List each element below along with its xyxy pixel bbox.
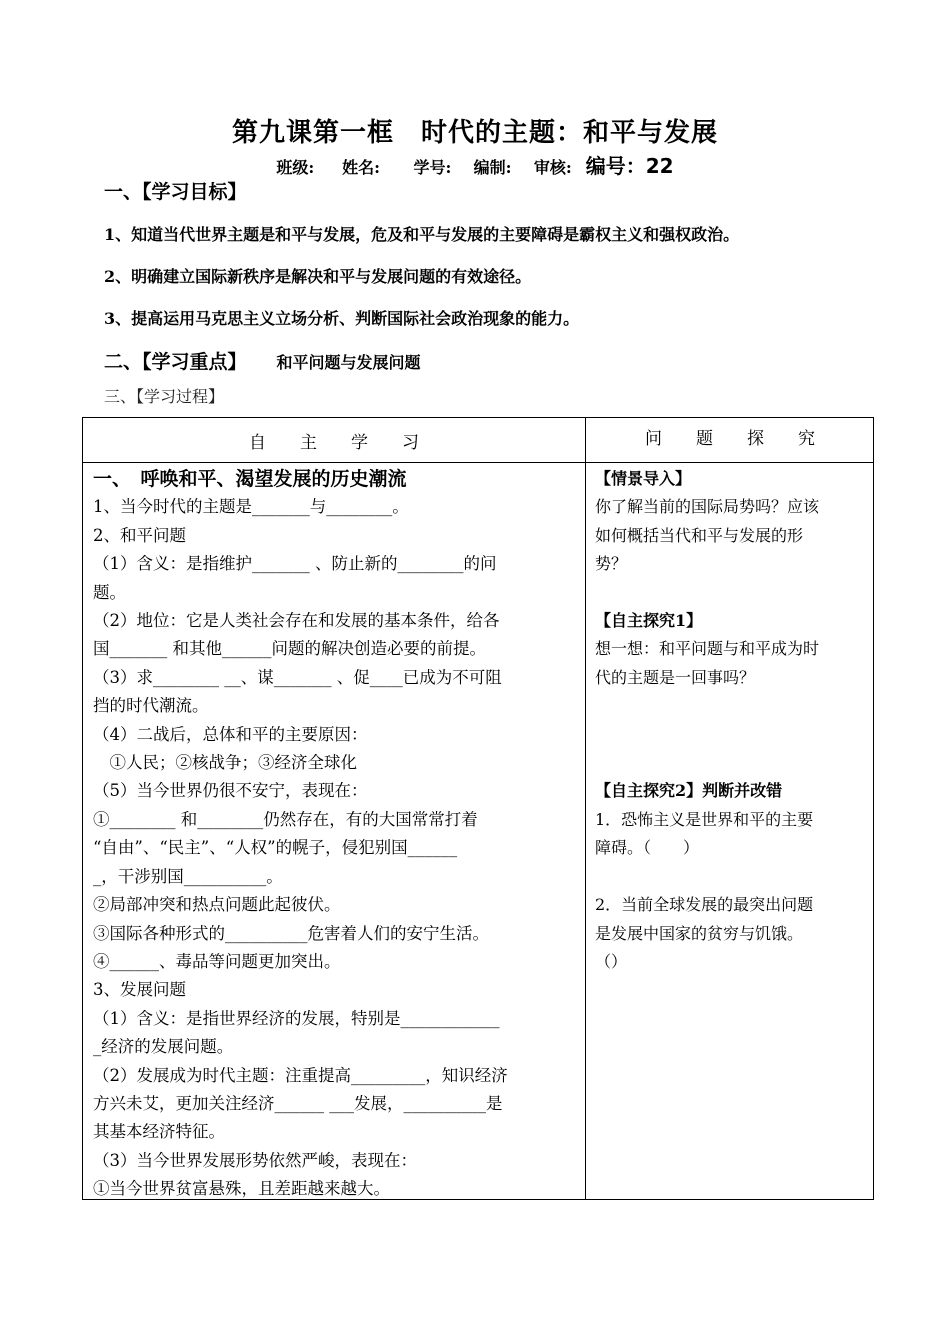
- study-table: [82, 417, 874, 1200]
- self-study-line: ①当今世界贫富悬殊，且差距越来越大。: [93, 1179, 390, 1199]
- self-study-line: _，干涉别国__________。: [93, 866, 283, 886]
- inquiry-line: [595, 579, 867, 607]
- section-focus-heading: 二、【学习重点】: [104, 351, 247, 373]
- self-study-line: 国_______ 和其他______问题的解决创造必要的前提。: [93, 639, 486, 659]
- inquiry-line: [595, 692, 867, 720]
- goal-3: 3、提高运用马克思主义立场分析、判断国际社会政治现象的能力。: [104, 309, 580, 328]
- inquiry-line: 你了解当前的国际局势吗？应该: [595, 497, 820, 517]
- section-process-heading: 三、【学习过程】: [104, 387, 225, 406]
- left-column-header: 自 主 学 习: [249, 433, 419, 453]
- info-line: [0, 150, 950, 179]
- inquiry-line: 代的主题是一回事吗？: [595, 667, 756, 687]
- inquiry-line: 【自主探究2】判断并改错: [595, 781, 783, 801]
- self-study-line: ③国际各种形式的__________危害着人们的安宁生活。: [93, 923, 489, 943]
- right-column-header: 问 题 探 究: [645, 429, 815, 449]
- inquiry-line: 如何概括当代和平与发展的形: [595, 525, 804, 545]
- self-study-line: （2）地位：它是人类社会存在和发展的基本条件，给各: [93, 611, 500, 631]
- inquiry-line: 2．当前全球发展的最突出问题: [595, 895, 814, 915]
- inquiry-line: 势？: [595, 554, 628, 574]
- self-study-line: ④______、毒品等问题更加突出。: [93, 951, 341, 971]
- section-goals-heading: 一、【学习目标】: [104, 181, 247, 203]
- inquiry-line: 是发展中国家的贫穷与饥饿。: [595, 923, 804, 943]
- self-study-line: 方兴未艾，更加关注经济______ ___发展，__________是: [93, 1093, 503, 1113]
- inquiry-line: 想一想：和平问题与和平成为时: [595, 639, 820, 659]
- self-study-line: ①人民；②核战争；③经济全球化: [93, 753, 357, 773]
- inquiry-line: 【自主探究1】: [595, 611, 703, 631]
- inquiry-line: 【情景导入】: [595, 469, 692, 488]
- self-study-line: ②局部冲突和热点问题此起彼伏。: [93, 895, 341, 915]
- inquiry-line: [595, 721, 867, 749]
- inquiry-line: 障碍。（ ）: [595, 838, 700, 858]
- inquiry-column: [595, 465, 867, 976]
- column-divider: [585, 418, 586, 1199]
- self-study-line: 1、当今时代的主题是_______与________。: [93, 497, 409, 517]
- info-fields: 班级: 姓名: 学号: 编制: 审核:: [276, 158, 572, 177]
- self-study-line: 一、 呼唤和平、渴望发展的历史潮流: [93, 468, 407, 490]
- self-study-line: （4）二战后，总体和平的主要原因：: [93, 724, 368, 744]
- self-study-line: 3、发展问题: [93, 980, 186, 1000]
- self-study-line: （3）当今世界发展形势依然严峻，表现在：: [93, 1150, 417, 1170]
- inquiry-line: [595, 749, 867, 777]
- self-study-line: （1）含义：是指维护_______ 、防止新的________的问: [93, 554, 497, 574]
- self-study-line: 其基本经济特征。: [93, 1122, 225, 1142]
- self-study-column: [93, 465, 575, 1204]
- self-study-line: （5）当今世界仍很不安宁，表现在：: [93, 781, 368, 801]
- self-study-line: （3）求________ __、谋_______ 、促____已成为不可阻: [93, 667, 502, 687]
- goal-1: 1、知道当代世界主题是和平与发展，危及和平与发展的主要障碍是霸权主义和强权政治。: [104, 225, 740, 244]
- section-focus-content: 和平问题与发展问题: [276, 353, 421, 372]
- inquiry-line: [595, 863, 867, 891]
- self-study-line: 挡的时代潮流。: [93, 696, 209, 716]
- goal-2: 2、明确建立国际新秩序是解决和平与发展问题的有效途径。: [104, 267, 532, 286]
- inquiry-line: （）: [595, 951, 628, 971]
- self-study-line: （1）含义：是指世界经济的发展，特别是____________: [93, 1008, 500, 1028]
- self-study-line: （2）发展成为时代主题：注重提高_________，知识经济: [93, 1065, 508, 1085]
- document-code: 编号：22: [585, 154, 674, 178]
- header-divider: [83, 462, 873, 463]
- self-study-line: “自由”、“民主”、“人权”的幌子，侵犯别国______: [93, 838, 458, 858]
- self-study-line: 题。: [93, 582, 126, 602]
- self-study-line: 2、和平问题: [93, 525, 186, 545]
- self-study-line: ①________ 和________仍然存在，有的大国常常打着: [93, 809, 478, 829]
- section-focus: [104, 347, 421, 374]
- inquiry-line: 1．恐怖主义是世界和平的主要: [595, 809, 814, 829]
- page-title: 第九课第一框 时代的主题：和平与发展: [231, 118, 718, 148]
- self-study-line: _经济的发展问题。: [93, 1037, 234, 1057]
